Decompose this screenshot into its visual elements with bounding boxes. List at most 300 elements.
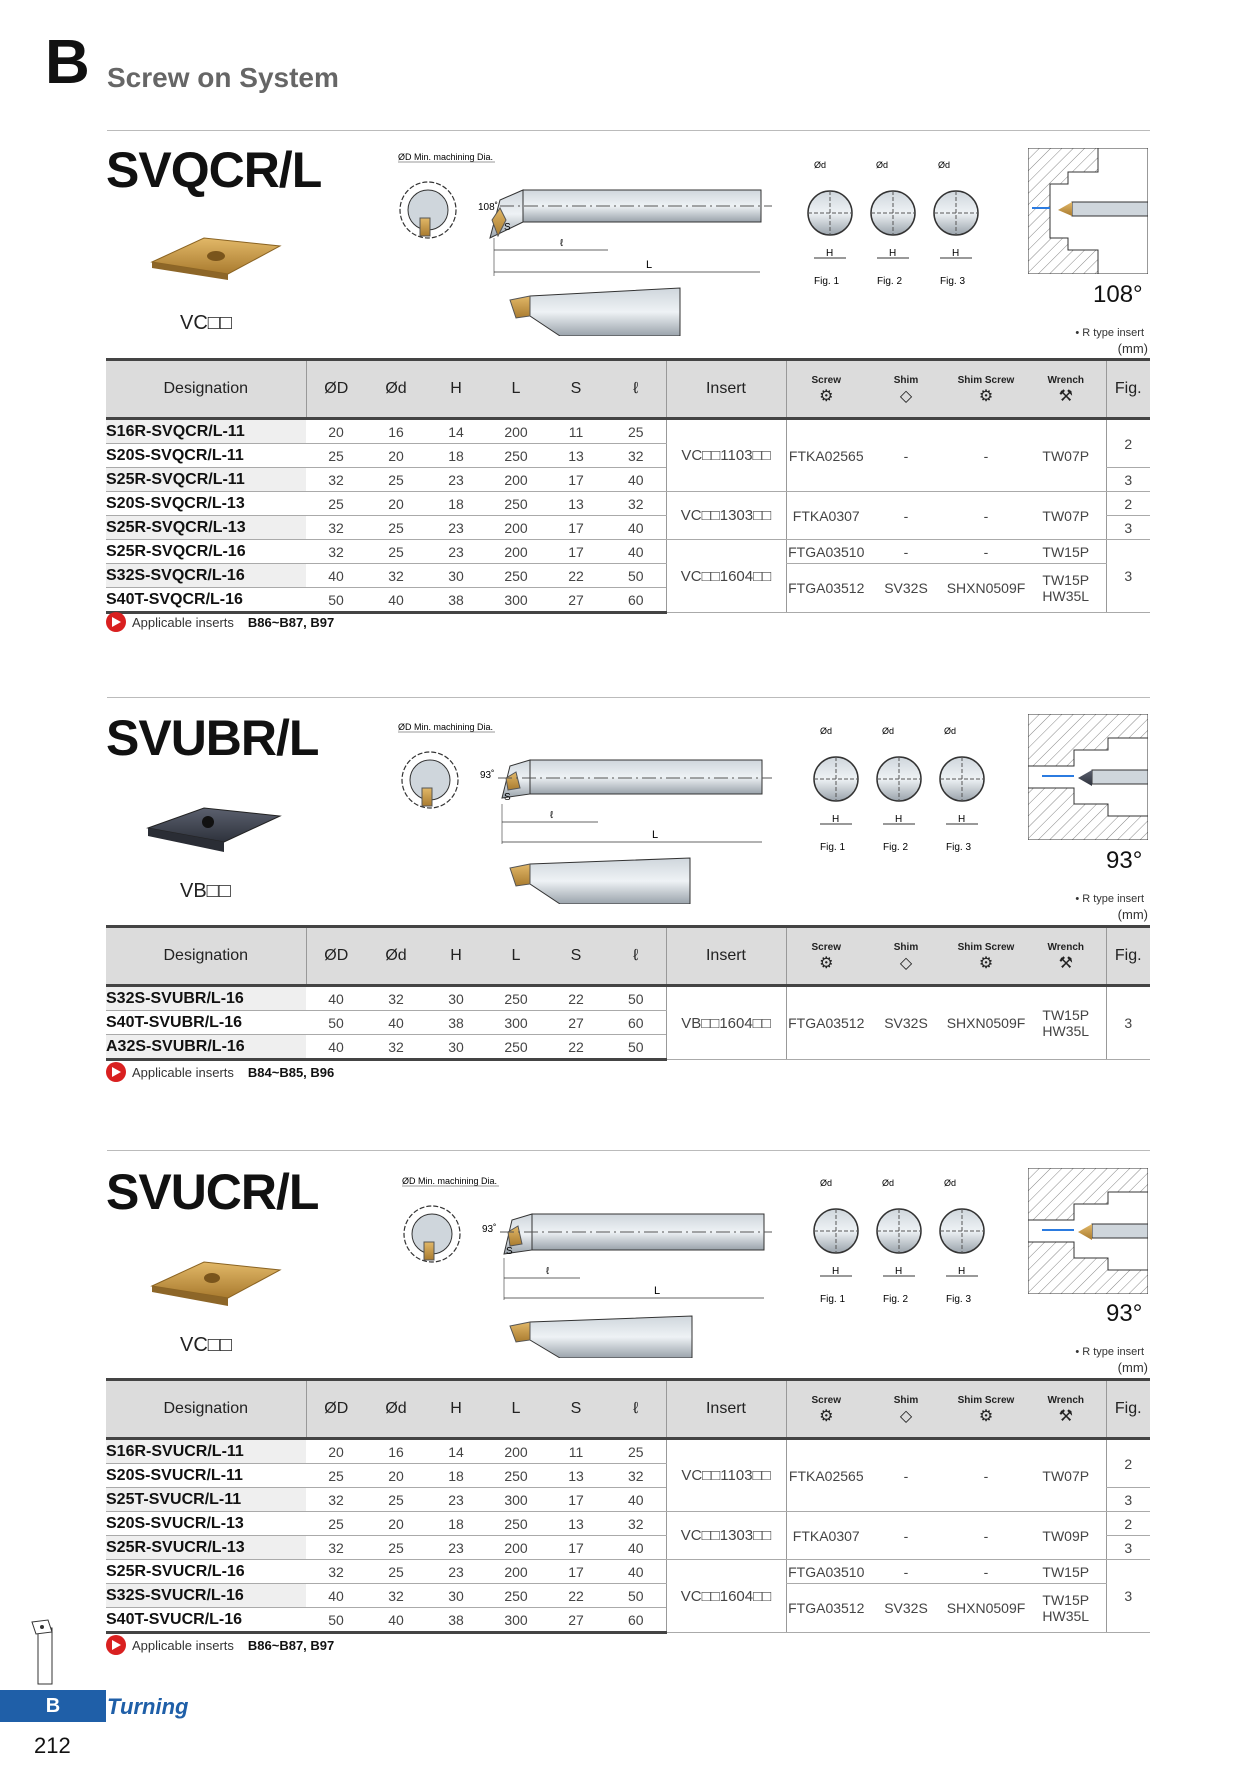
table-cell: 13 [546, 444, 606, 468]
table-cell: 27 [546, 1608, 606, 1633]
table-cell: 60 [606, 1011, 666, 1035]
column-header: Fig. [1106, 927, 1150, 986]
table-cell: SV32S [866, 1584, 946, 1633]
table-cell: 250 [486, 1035, 546, 1060]
insert-image [148, 232, 284, 284]
insert-code: VC□□ [180, 312, 232, 334]
diagram-label: 93˚ [480, 770, 495, 781]
col-screw [786, 360, 866, 419]
fig-3 [940, 1178, 984, 1305]
table-cell: - [866, 540, 946, 564]
diagram-label: H [889, 248, 897, 259]
table-header [106, 927, 1150, 986]
section-title: SVUCR/L [106, 1164, 319, 1220]
column-header: ØD [306, 927, 366, 986]
text-label: Applicable inserts [132, 614, 234, 630]
table-cell: - [866, 1512, 946, 1560]
diagram-label: Ød [876, 160, 889, 170]
table-cell: 200 [486, 540, 546, 564]
table-cell: SHXN0509F [946, 564, 1026, 613]
col-l: L [486, 360, 546, 419]
col-s: S [546, 360, 606, 419]
table-cell: 32 [606, 1464, 666, 1488]
table-cell: 200 [486, 1536, 546, 1560]
arrow-right-icon [106, 1635, 126, 1655]
diagram-label: Ød [820, 726, 833, 736]
diagram-label: S [506, 1246, 513, 1257]
shim-screw-icon: ⚙ [978, 1407, 994, 1425]
table-cell: - [946, 1512, 1026, 1560]
diagram-label: Fig. 3 [940, 276, 966, 287]
text-label: Shim Screw [957, 941, 1015, 953]
table-row [106, 564, 1150, 588]
diagram-label: ℓ [550, 810, 554, 821]
table-row [106, 540, 1150, 564]
text-label: HW35L [1042, 1608, 1090, 1624]
table-cell: 17 [546, 540, 606, 564]
table-cell: 3 [1106, 1488, 1150, 1512]
table-cell: 25 [306, 492, 366, 516]
designation-cell: S16R-SVUCR/L-11 [106, 1439, 306, 1464]
table-row [106, 986, 1150, 1011]
table-cell: 40 [306, 1584, 366, 1608]
arrow-right-icon [106, 612, 126, 632]
diagram-label: ℓ [560, 238, 564, 249]
table-cell: 50 [306, 588, 366, 613]
table-cell: 25 [606, 1439, 666, 1464]
table-cell: 23 [426, 1536, 486, 1560]
section-title: SVUBR/L [106, 710, 319, 766]
text-label: Screw [811, 374, 841, 386]
table-cell: 60 [606, 588, 666, 613]
column-header: Insert [666, 1380, 786, 1439]
table-cell: 27 [546, 588, 606, 613]
column-header: Ød [366, 1380, 426, 1439]
cross-section-figs [806, 724, 1006, 859]
unit-note: (mm) [1117, 1360, 1148, 1375]
designation-cell: S20S-SVUCR/L-13 [106, 1512, 306, 1536]
table-cell: 300 [486, 1011, 546, 1035]
table-cell: SHXN0509F [946, 986, 1026, 1060]
table-cell: 32 [306, 540, 366, 564]
fig-1 [808, 160, 852, 287]
text-label: Wrench [1047, 1394, 1084, 1406]
col-h: H [426, 360, 486, 419]
table-cell: 300 [486, 1488, 546, 1512]
table-cell: 50 [606, 986, 666, 1011]
table-cell: 22 [546, 564, 606, 588]
designation-cell: S25R-SVUCR/L-16 [106, 1560, 306, 1584]
shim-screw-icon: ⚙ [978, 954, 994, 972]
table-row [106, 1439, 1150, 1464]
table-cell: 40 [606, 516, 666, 540]
column-header [786, 1380, 866, 1439]
text-label: TW15P [1042, 1007, 1090, 1023]
table-cell: 18 [426, 492, 486, 516]
table-cell: 3 [1106, 986, 1150, 1060]
col-shim-screw [946, 360, 1026, 419]
fig-3 [934, 160, 978, 287]
table-cell: 50 [606, 1035, 666, 1060]
table-cell: 250 [486, 564, 546, 588]
table-cell: FTGA03512 [786, 1584, 866, 1633]
diagram-label: H [958, 814, 966, 825]
table-row [106, 1512, 1150, 1536]
boring-illustration [1028, 1168, 1148, 1294]
table-cell: 32 [606, 444, 666, 468]
applicable-inserts[interactable] [106, 1062, 334, 1082]
table-cell: - [946, 1439, 1026, 1512]
text-label: Shim [893, 374, 919, 386]
diagram-label: S [504, 792, 511, 803]
table-cell: 22 [546, 986, 606, 1011]
table-cell: 32 [306, 468, 366, 492]
table-cell: 11 [546, 419, 606, 444]
text-label: Wrench [1047, 941, 1084, 953]
wrench-icon: ⚒ [1058, 1407, 1073, 1425]
tool-angle: 93° [1106, 1300, 1143, 1327]
table-cell: SV32S [866, 564, 946, 613]
designation-cell: S25R-SVQCR/L-16 [106, 540, 306, 564]
table-cell: TW15P [1026, 1560, 1106, 1584]
shim-screw-icon: ⚙ [978, 387, 994, 405]
table-cell: - [946, 419, 1026, 492]
column-header: ℓ [606, 927, 666, 986]
table-cell: 2 [1106, 1439, 1150, 1488]
arrow-right-icon [106, 1062, 126, 1082]
insert-image [146, 804, 282, 860]
fig-3 [940, 726, 984, 853]
col-fig: Fig. [1106, 360, 1150, 419]
table-cell: FTGA03512 [786, 986, 866, 1060]
tool-angle: 108° [1093, 281, 1143, 308]
table-cell: 250 [486, 1584, 546, 1608]
table-cell: FTGA03510 [786, 1560, 866, 1584]
table-cell: 25 [366, 1488, 426, 1512]
diagram-label: L [654, 1285, 661, 1297]
boring-illustration [1028, 148, 1148, 274]
table-cell: 20 [306, 1439, 366, 1464]
table-cell: - [866, 1439, 946, 1512]
table-cell: FTKA02565 [786, 1439, 866, 1512]
diagram-label: 93˚ [482, 1224, 497, 1235]
column-header: S [546, 1380, 606, 1439]
table-cell: 25 [306, 444, 366, 468]
applicable-inserts[interactable] [106, 612, 334, 632]
table-cell: 14 [426, 419, 486, 444]
table-cell: 25 [306, 1512, 366, 1536]
diagram-label: H [826, 248, 834, 259]
r-type-note: • R type insert [1075, 1346, 1144, 1358]
table-cell: 40 [606, 1560, 666, 1584]
table-cell: 250 [486, 1512, 546, 1536]
column-header: ℓ [606, 1380, 666, 1439]
text-label: TW15P [1042, 1592, 1090, 1608]
table-cell: - [866, 419, 946, 492]
diagram-label: Fig. 2 [883, 842, 909, 853]
column-header [866, 1380, 946, 1439]
diagram-label: H [832, 814, 840, 825]
insert-image [148, 1258, 284, 1312]
table-cell: 250 [486, 492, 546, 516]
chapter-tab[interactable]: B [0, 1690, 106, 1722]
table-cell: FTGA03510 [786, 540, 866, 564]
diagram-label: Ød [944, 726, 957, 736]
table-cell: 3 [1106, 540, 1150, 613]
table-cell: - [866, 492, 946, 540]
table-cell: VC□□1604□□ [666, 1560, 786, 1633]
text-label: Applicable inserts [132, 1064, 234, 1080]
table-cell: VC□□1103□□ [666, 419, 786, 492]
table-cell: 32 [366, 1035, 426, 1060]
table-cell: 40 [606, 1536, 666, 1560]
table-cell [1026, 986, 1106, 1060]
table-cell: 2 [1106, 1512, 1150, 1536]
text-label: B86~B87, B97 [247, 1637, 335, 1653]
diagram-label: ØD Min. machining Dia. [402, 1176, 498, 1186]
table-cell: 60 [606, 1608, 666, 1633]
wrench-icon: ⚒ [1058, 387, 1073, 405]
column-header [786, 927, 866, 986]
table-cell: 13 [546, 492, 606, 516]
text-label: Screw [811, 941, 841, 953]
chapter-name: Turning [107, 1694, 189, 1719]
wrench-icon: ⚒ [1058, 954, 1073, 972]
table-cell: VC□□1604□□ [666, 540, 786, 613]
table-cell: SV32S [866, 986, 946, 1060]
table-cell: 18 [426, 1512, 486, 1536]
column-header [946, 927, 1026, 986]
designation-cell: S32S-SVUCR/L-16 [106, 1584, 306, 1608]
table-cell: 2 [1106, 492, 1150, 516]
table-cell: 40 [606, 468, 666, 492]
table-cell: FTKA02565 [786, 419, 866, 492]
diagram-label: H [958, 1266, 966, 1277]
column-header: ØD [306, 1380, 366, 1439]
fig-2 [877, 726, 921, 853]
table-cell: TW07P [1026, 419, 1106, 492]
table-cell: 23 [426, 516, 486, 540]
table-cell: 30 [426, 564, 486, 588]
column-header: S [546, 927, 606, 986]
cross-section-figs [806, 1176, 1006, 1311]
table-cell: 17 [546, 1536, 606, 1560]
table-cell: 40 [306, 1035, 366, 1060]
table-cell: TW15P [1026, 540, 1106, 564]
col-od: Ød [366, 360, 426, 419]
insert-code: VC□□ [180, 1334, 232, 1356]
table-cell: 27 [546, 1011, 606, 1035]
diagram-label: 108˚ [478, 202, 499, 213]
table-cell: 18 [426, 444, 486, 468]
page-number: 212 [34, 1733, 71, 1758]
table-cell: 23 [426, 1560, 486, 1584]
table-cell: 200 [486, 1560, 546, 1584]
table-cell: 38 [426, 1608, 486, 1633]
diagram-label: Fig. 2 [877, 276, 903, 287]
table-cell: 32 [366, 986, 426, 1011]
applicable-inserts[interactable] [106, 1635, 334, 1655]
designation-cell: S32S-SVQCR/L-16 [106, 564, 306, 588]
table-cell: 25 [366, 1560, 426, 1584]
table-cell: 40 [366, 1011, 426, 1035]
divider [107, 130, 1150, 131]
diagram-label: Fig. 1 [814, 276, 840, 287]
boring-illustration [1028, 714, 1148, 840]
designation-cell: S25R-SVQCR/L-11 [106, 468, 306, 492]
table-cell: 16 [366, 1439, 426, 1464]
designation-cell: S40T-SVUBR/L-16 [106, 1011, 306, 1035]
text-label: HW35L [1042, 588, 1090, 604]
col-shim [866, 360, 946, 419]
shim-icon: ◇ [899, 954, 913, 972]
table-cell [1026, 1584, 1106, 1633]
unit-note: (mm) [1117, 907, 1148, 922]
screw-icon: ⚙ [819, 1407, 834, 1425]
col-od-big: ØD [306, 360, 366, 419]
col-insert: Insert [666, 360, 786, 419]
tool-angle: 93° [1106, 847, 1143, 874]
diagram-label: Ød [814, 160, 827, 170]
table-cell: 32 [366, 1584, 426, 1608]
table-cell: 40 [306, 564, 366, 588]
shim-icon: ◇ [899, 1407, 913, 1425]
cross-section-figs [800, 158, 1000, 293]
diagram-label: Fig. 3 [946, 1294, 972, 1305]
col-wrench [1026, 360, 1106, 419]
table-cell: 50 [306, 1011, 366, 1035]
column-header: Fig. [1106, 1380, 1150, 1439]
column-header: Designation [106, 1380, 306, 1439]
table-cell: 17 [546, 516, 606, 540]
column-header: Insert [666, 927, 786, 986]
table-cell [1026, 564, 1106, 613]
diagram-label: Ød [944, 1178, 957, 1188]
designation-cell: S40T-SVUCR/L-16 [106, 1608, 306, 1633]
designation-cell: S32S-SVUBR/L-16 [106, 986, 306, 1011]
table-cell: 20 [366, 1512, 426, 1536]
table-cell: VC□□1303□□ [666, 492, 786, 540]
diagram-label: ØD Min. machining Dia. [398, 722, 494, 732]
table-cell: FTKA0307 [786, 1512, 866, 1560]
text-label: Applicable inserts [132, 1637, 234, 1653]
text-label: B84~B85, B96 [247, 1064, 335, 1080]
designation-cell: S25T-SVUCR/L-11 [106, 1488, 306, 1512]
table-cell: 40 [366, 588, 426, 613]
designation-cell: S25R-SVQCR/L-13 [106, 516, 306, 540]
table-cell: 25 [366, 468, 426, 492]
table-cell: 200 [486, 516, 546, 540]
table-cell: 23 [426, 468, 486, 492]
table-cell: 250 [486, 1464, 546, 1488]
table-cell: 40 [306, 986, 366, 1011]
table-cell: TW07P [1026, 1439, 1106, 1512]
tool-drawing [380, 718, 800, 904]
page-title: Screw on System [107, 62, 339, 93]
table-cell: 32 [306, 516, 366, 540]
column-header: H [426, 927, 486, 986]
spec-table [106, 358, 1150, 614]
table-cell: FTKA0307 [786, 492, 866, 540]
diagram-label: Ød [938, 160, 951, 170]
text-label: HW35L [1042, 1023, 1090, 1039]
table-cell: 30 [426, 1035, 486, 1060]
column-header: Designation [106, 927, 306, 986]
table-cell: 2 [1106, 419, 1150, 468]
table-cell: 40 [366, 1608, 426, 1633]
diagram-label: L [652, 829, 659, 841]
min-dia-label: ØD Min. machining Dia. [398, 152, 494, 162]
table-cell: 23 [426, 540, 486, 564]
table-cell: 25 [366, 540, 426, 564]
fig-2 [877, 1178, 921, 1305]
fig-1 [814, 726, 858, 853]
table-cell: 13 [546, 1464, 606, 1488]
column-header [1026, 1380, 1106, 1439]
table-cell: 300 [486, 1608, 546, 1633]
table-cell: 13 [546, 1512, 606, 1536]
chapter-letter: B [45, 28, 90, 97]
diagram-label: H [952, 248, 960, 259]
text-label: Screw [811, 1394, 841, 1406]
column-header: Ød [366, 927, 426, 986]
text-label: Shim Screw [957, 1394, 1015, 1406]
table-row [106, 1560, 1150, 1584]
divider [107, 1150, 1150, 1151]
column-header: L [486, 927, 546, 986]
table-cell: 40 [606, 540, 666, 564]
designation-cell: S20S-SVQCR/L-11 [106, 444, 306, 468]
spec-table [106, 1378, 1150, 1634]
diagram-label: Ød [820, 1178, 833, 1188]
table-row [106, 1584, 1150, 1608]
table-cell: 22 [546, 1584, 606, 1608]
table-header [106, 360, 1150, 419]
table-cell: 30 [426, 1584, 486, 1608]
table-cell: 25 [606, 419, 666, 444]
table-cell: - [946, 540, 1026, 564]
table-cell: 17 [546, 468, 606, 492]
table-cell: TW09P [1026, 1512, 1106, 1560]
column-header [866, 927, 946, 986]
table-cell: - [946, 492, 1026, 540]
diagram-label: Ød [882, 1178, 895, 1188]
r-type-note: • R type insert [1075, 893, 1144, 905]
table-cell: 3 [1106, 516, 1150, 540]
diagram-label: L [646, 259, 653, 271]
table-cell: 17 [546, 1488, 606, 1512]
tool-drawing [380, 148, 800, 336]
table-cell: 200 [486, 419, 546, 444]
table-cell: 50 [306, 1608, 366, 1633]
table-cell: 38 [426, 1011, 486, 1035]
diagram-label: Fig. 1 [820, 1294, 846, 1305]
table-cell: VC□□1103□□ [666, 1439, 786, 1512]
diagram-label: Fig. 3 [946, 842, 972, 853]
diagram-label: Fig. 2 [883, 1294, 909, 1305]
designation-cell: S16R-SVQCR/L-11 [106, 419, 306, 444]
designation-cell: S40T-SVQCR/L-16 [106, 588, 306, 613]
table-cell: 25 [366, 516, 426, 540]
table-cell: 40 [606, 1488, 666, 1512]
table-cell: - [866, 1560, 946, 1584]
table-cell: 32 [366, 564, 426, 588]
column-header: L [486, 1380, 546, 1439]
table-cell: 22 [546, 1035, 606, 1060]
fig-2 [871, 160, 915, 287]
section-title: SVQCR/L [106, 142, 322, 198]
fig-1 [814, 1178, 858, 1305]
